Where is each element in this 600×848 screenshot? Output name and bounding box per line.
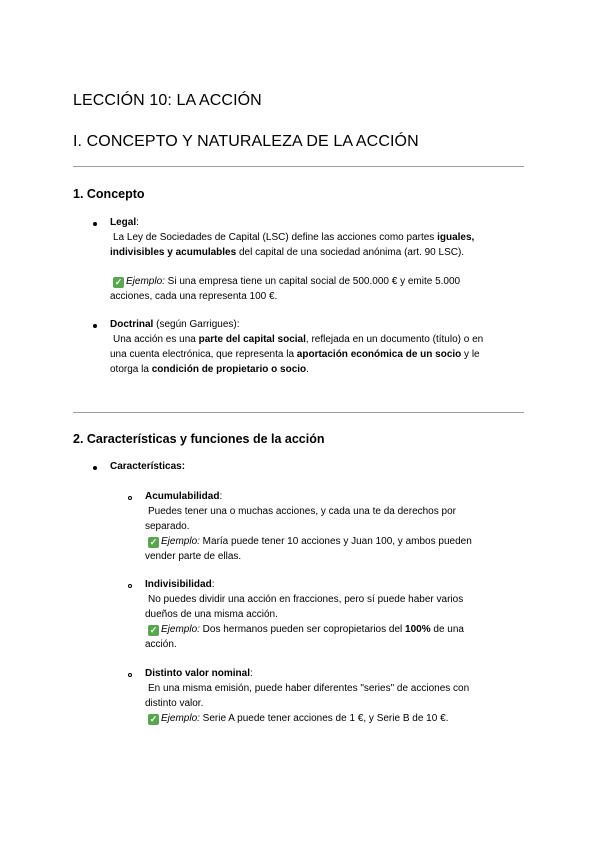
- bullet-ring: [128, 584, 132, 588]
- section-title: I. CONCEPTO Y NATURALEZA DE LA ACCIÓN: [73, 133, 419, 150]
- page-title: LECCIÓN 10: LA ACCIÓN: [73, 92, 262, 109]
- doctrinal-item: Doctrinal (según Garrigues): Una acción es una parte del capital social, reflejada en un documento (título) o en una cuenta electrónica, que representa la aportación económica de un socio y le otorga la condición de propietario o socio.: [110, 319, 484, 375]
- check-icon: ✓: [114, 277, 123, 287]
- divider: [73, 412, 524, 413]
- divider: [73, 166, 524, 167]
- list-item: Indivisibilidad: No puedes dividir una acción en fracciones, pero sí puede haber varios dueños de una misma acción. ✓ Ejemplo: Dos hermanos pueden ser copropietarios del 100% de una acción.: [145, 579, 464, 650]
- bullet-dot: [93, 324, 97, 328]
- list-item: Distinto valor nominal: En una misma emisión, puede haber diferentes "series" de acciones con distinto valor. ✓ Ejemplo: Serie A puede tener acciones de 1 €, y Serie B de 10 €.: [145, 668, 470, 724]
- doctrinal-label: Doctrinal: [110, 319, 154, 330]
- caracteristicas-item: [110, 459, 185, 474]
- bullet-ring: [128, 496, 132, 500]
- check-icon: ✓: [149, 714, 158, 724]
- concepto-heading: 1. Concepto: [73, 187, 145, 201]
- check-icon: ✓: [149, 625, 158, 635]
- caracteristicas-heading: 2. Características y funciones de la acción: [73, 432, 325, 446]
- bullet-dot: [93, 222, 97, 226]
- check-icon: ✓: [149, 537, 158, 547]
- legal-item: Legal: La Ley de Sociedades de Capital (LSC) define las acciones como partes iguales, indivisibles y acumulables del capital de una sociedad anónima (art. 90 LSC). ✓ Ejemplo: Si una empresa tiene un capital social de 500.000 € y emite 5.000 acciones, cada una representa 100 €.: [110, 217, 475, 302]
- list-item: Acumulabilidad: Puedes tener una o muchas acciones, y cada una te da derechos por separado. ✓ Ejemplo: María puede tener 10 acciones y Juan 100, y ambos pueden vender parte de ellas.: [145, 491, 472, 562]
- legal-label: Legal: [110, 217, 137, 228]
- caracteristicas-label: Características:: [110, 461, 186, 472]
- bullet-ring: [128, 673, 132, 677]
- bullet-dot: [93, 466, 97, 470]
